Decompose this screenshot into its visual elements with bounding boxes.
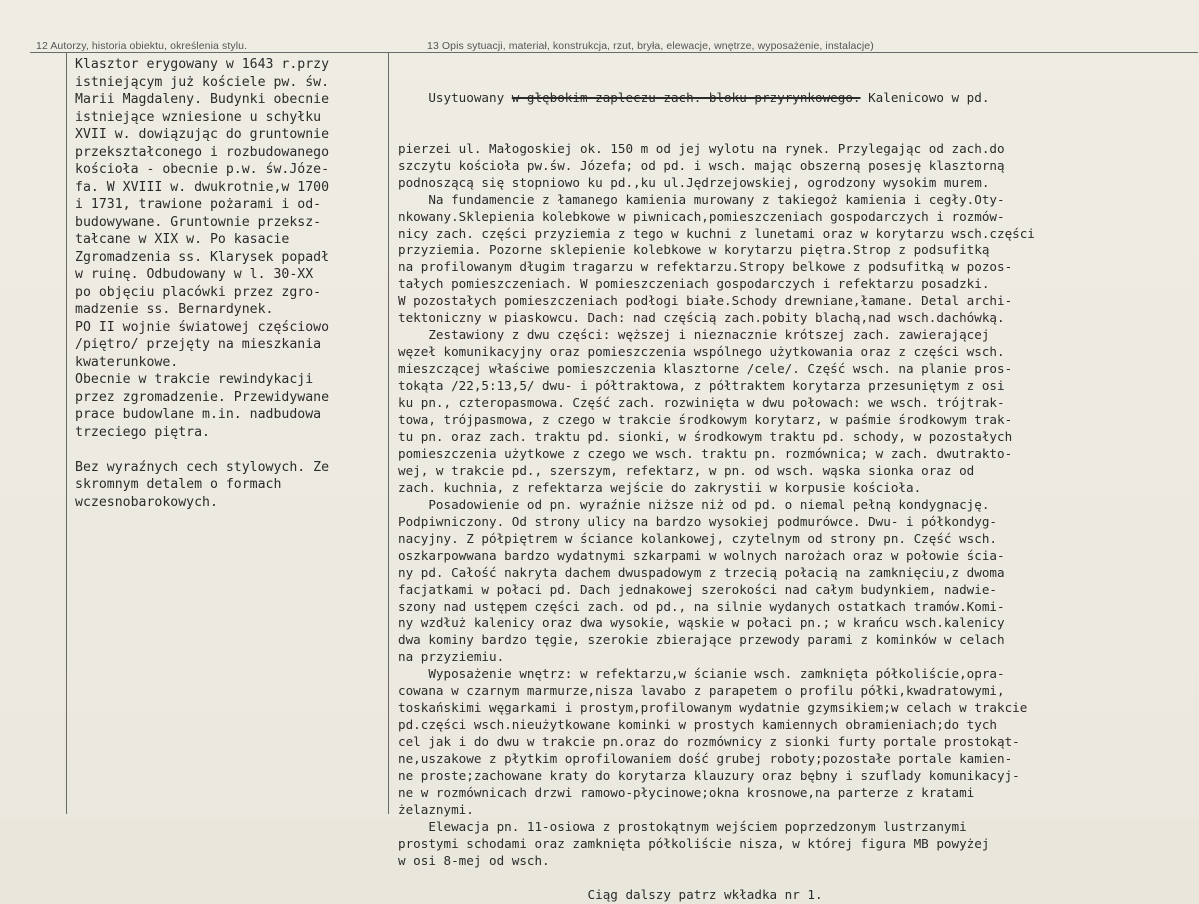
history-text-line: istniejącym już kościele pw. św. [75,74,330,90]
description-text-line: pierzei ul. Małogoskiej ok. 150 m od jej wylotu na rynek. Przylegając od zach.do [398,140,1005,156]
description-text-line: oszkarpowwana bardzo wydatnymi szkarpami w wolnych narożach oraz w połowie ścia- [398,547,1005,563]
description-text-line: Podpiwniczony. Od strony ulicy na bardzo wysokiej podmurówce. Dwu- i półkondyg- [398,513,997,529]
history-text-line: przez zgromadzenie. Przewidywane [75,389,330,405]
history-text-line: kwaterunkowe. [75,354,179,370]
history-text-line: trzeciego piętra. [75,424,210,440]
history-column [75,56,329,511]
description-text-line: tałych pomieszczeniach. W pomieszczeniach gospodarczych i refektarzu posadzki. [398,276,990,292]
history-text-line: budowywane. Gruntownie przeksz- [75,214,322,230]
description-text-line: żelaznymi. [398,801,474,817]
description-text-line: na przyziemiu. [398,649,505,665]
description-text-line: ny pd. Całość nakryta dachem dwuspadowym z trzecią połacią na zamknięciu,z dwoma [398,564,1005,580]
history-text-line: madzenie ss. Bernardynek. [75,302,274,317]
history-text-line: prace budowlane m.in. nadbudowa [75,407,322,422]
description-text-line: Wyposażenie wnętrz: w refektarzu,w ścianie wsch. zamknięta półkoliście,opra- [398,666,1005,682]
description-text-line: ku pn., czteropasmowa. Część zach. rozwinięta w dwu połowach: we wsch. trójtrak- [398,395,1005,411]
description-text-line: nacyjny. Z półpiętrem w ściance kolankowej, czytelnym od strony pn. Część wsch. [398,530,997,546]
first-line-start: Usytuowany [398,89,512,105]
history-text-line: po objęciu placówki przez zgro- [75,284,322,300]
history-text-line: PO II wojnie światowej częściowo [75,319,330,335]
history-text-line: kościoła - obecnie p.w. św.Józe- [75,162,330,177]
history-text-line: skromnym detalem o formach [75,477,282,492]
description-text-line: Posadowienie od pn. wyraźnie niższe niż od pd. o niemal pełną kondygnację. [398,496,990,512]
section-header-12: 12 Autorzy, historia obiektu, określenia stylu. [36,40,248,52]
description-text-line: dwa kominy bardzo tęgie, szerokie zbierające przewody parami z kominków w celach [398,632,1005,648]
description-text-line: w osi 8-mej od wsch. [398,852,550,868]
history-text-line: Klasztor erygowany w 1643 r.przy [75,57,330,72]
first-line-end: Kalenicowo w pd. [860,89,990,105]
history-text-line: Marii Magdaleny. Budynki obecnie [75,92,330,107]
history-text-line: przekształconego i rozbudowanego [75,144,330,160]
description-text-line: prostymi schodami oraz zamknięta półkoliście nisza, w której figura MB powyżej [398,835,990,851]
description-text-line: szczytu kościoła pw.św. Józefa; od pd. i wsch. mając obszerną posesję klasztorną [398,157,1005,173]
description-text-line: wej, w trakcie pd., szerszym, refektarz, w pn. od wsch. wąska sionka oraz od [398,462,975,478]
description-text-line: toskańskimi węgarkami i prostym,profilowanym wydatnie gzymsikiem;w celach w trakcie [398,700,1028,716]
history-text-line: wczesnobarokowych. [75,494,218,510]
description-text-line: tektoniczny w piaskowcu. Dach: nad częścią zach.pobity blachą,nad wsch.dachówką. [398,310,1005,326]
history-text-line: tałcane w XIX w. Po kasacie [75,232,290,247]
history-text-line: Obecnie w trakcie rewindykacji [75,372,314,387]
header-rule [30,52,1198,53]
description-text-line: Zestawiony z dwu części: węższej i nieznacznie krótszej zach. zawierającej [398,327,990,343]
column-divider [388,52,389,814]
history-text-line: istniejące wzniesione u schyłku [75,109,322,125]
struck-text: w głębokim zapleczu zach. bloku przyrynkowego. [511,89,861,105]
description-text-line: ny wzdłuż kalenicy oraz dwa wysokie, wąskie w połaci pn.; w krańcu wsch.kalenicy [398,615,1005,631]
history-text-line: w ruinę. Odbudowany w l. 30-XX [75,267,314,282]
description-text-line: Na fundamencie z łamanego kamienia murowany z takiegoż kamienia i cegły.Oty- [398,191,1005,207]
history-text-line: Zgromadzenia ss. Klarysek popadł [75,249,330,265]
description-text-line: pomieszczenia użytkowe z czego we wsch. traktu pn. rozmównica; w zach. dwutrakto- [398,445,1013,461]
history-text-line: Bez wyraźnych cech stylowych. Ze [75,459,330,475]
description-text-line: ne,uszakowe z płytkim oprofilowaniem dość grubej roboty;pozostałe portale kamien- [398,751,1013,767]
history-text-line [75,441,329,459]
description-text-line: zach. kuchnia, z refektarza wejście do zakrystii w korpusie kościoła. [398,479,922,495]
description-text-line: tu pn. oraz zach. traktu pd. sionki, w środkowym traktu pd. schody, w pozostałych [398,428,1013,444]
history-text-line: fa. W XVIII w. dwukrotnie,w 1700 [75,179,330,195]
description-text-line: towa, trójpasmowa, z czego w trakcie środkowym korytarz, w paśmie środkowym trak- [398,412,1013,428]
description-text-line: cel jak i do dwu w trakcie pn.oraz do rozmównicy z sionki furty portale prostokąt- [398,734,1020,750]
description-text-line: na profilowanym długim tragarzu w refektarzu.Stropy belkowe z podsufitką w pozos- [398,259,1013,275]
description-text-line: W pozostałych pomieszczeniach podłogi białe.Schody drewniane,łamane. Detal archi- [398,293,1013,309]
history-text-line: XVII w. dowiązując do gruntownie [75,127,330,142]
description-text-line: ne w rozmównicach drzwi ramowo-płycinowe;okna krosnowe,na parterze z kratami [398,784,975,800]
description-text-line: ne proste;zachowane kraty do korytarza klauzury oraz bębny i szuflady komunikacyj- [398,768,1020,784]
description-text-line: Elewacja pn. 11-osiowa z prostokątnym wejściem poprzedzonym lustrzanymi [398,818,967,834]
description-text-line: pd.części wsch.nieużytkowane kominki w prostych kamiennych obramieniach;do tych [398,717,997,733]
description-text-line: tokąta /22,5:13,5/ dwu- i półtraktowa, z półtraktem korytarza przesuniętym z osi [398,378,1005,394]
description-text-line: nkowany.Sklepienia kolebkowe w piwnicach,pomieszczeniach gospodarczych i rozmów- [398,208,1005,224]
left-margin-line [66,52,67,814]
description-text-line: nicy zach. części przyziemia z tego w kuchni z lunetami oraz w korytarzu wsch.części [398,225,1035,241]
description-text-line: przyziemia. Pozorne sklepienie kolebkowe w korytarzu piętra.Strop z podsufitką [398,242,990,258]
description-text-line: węzeł komunikacyjny oraz pomieszczenia wspólnego użytkowania oraz z części wsch. [398,344,1005,360]
description-column [398,56,1035,904]
description-text-line: cowana w czarnym marmurze,nisza lavabo z parapetem o profilu półki,kwadratowymi, [398,683,1005,699]
history-text-line: /piętro/ przejęty na mieszkania [75,337,322,352]
description-text-line [398,870,1035,887]
description-text-line: podnoszącą się stopniowo ku pd.,ku ul.Jędrzejowskiej, ogrodzony wysokim murem. [398,174,990,190]
history-text-line: i 1731, trawione pożarami i od- [75,197,322,212]
description-text-line: facjatkami w połaci pd. Dach jednakowej szerokości nad całym budynkiem, nadwie- [398,581,997,597]
section-header-13: 13 Opis sytuacji, materiał, konstrukcja, rzut, bryła, elewacje, wnętrze, wyposażenie, instalacje) [427,40,874,52]
description-text-line: Ciąg dalszy patrz wkładka nr 1. [398,886,823,902]
description-text-line: szony nad ustępem części zach. od pd., na silnie wydanych ostatkach tramów.Komi- [398,598,1005,614]
description-text-line: mieszczącej właściwe pomieszczenia klasztorne /cele/. Część wsch. na planie pros- [398,361,1013,377]
description-first-line [398,90,1035,107]
